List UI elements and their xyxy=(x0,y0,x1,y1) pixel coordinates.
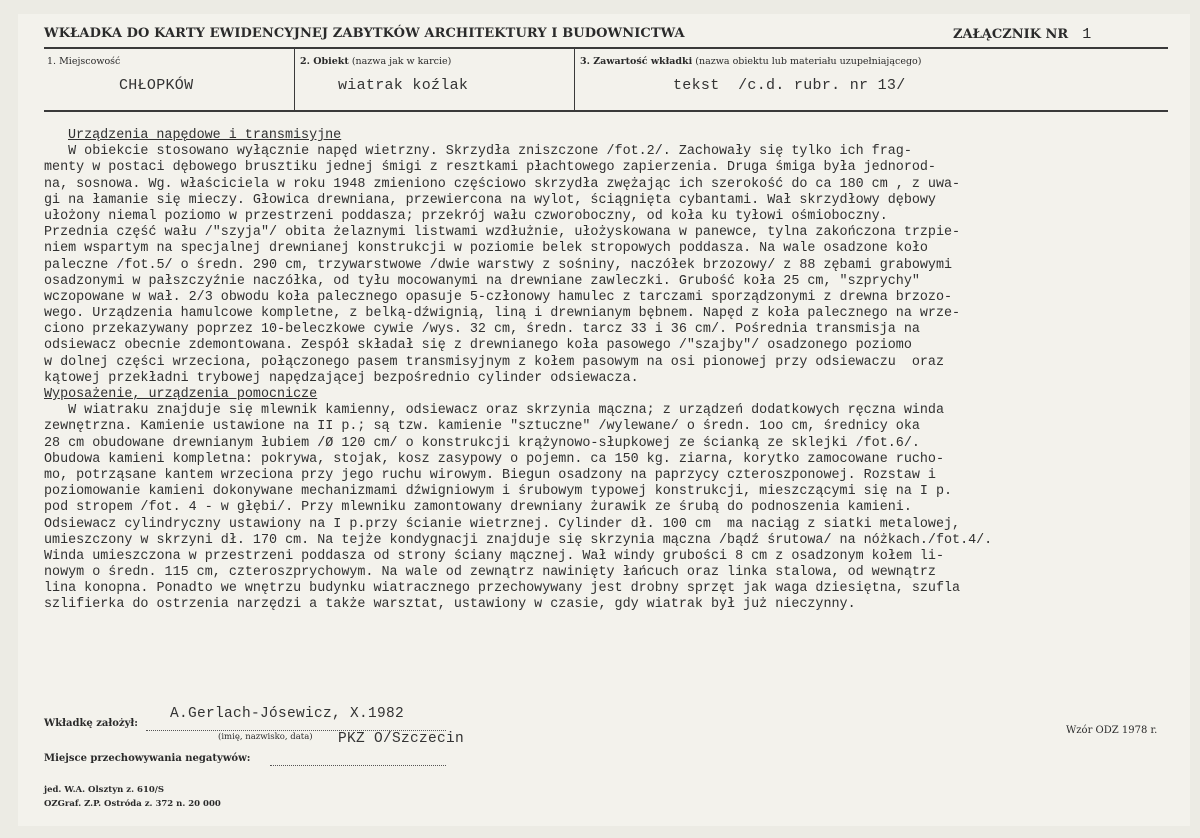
text-line: kątowej przekładni trybowej napędzającej bezpośrednio cylinder odsiewacza. xyxy=(44,370,639,386)
fields-bottom-rule xyxy=(44,110,1168,112)
attachment-number xyxy=(953,26,1091,43)
print-line-1: jed. W.A. Olsztyn z. 610/S xyxy=(44,785,165,795)
author-value: A.Gerlach-Jósewicz, X.1982 xyxy=(170,706,405,722)
text-line: W obiekcie stosowano wyłącznie napęd wietrzny. Skrzydła zniszczone /fot.2/. Zachowały się tylko ich frag- xyxy=(44,144,912,160)
negatives-dotted-line xyxy=(270,765,446,766)
text-line: W wiatraku znajduje się mlewnik kamienny, odsiewacz oraz skrzynia mączna; z urządzeń dodatkowych ręczna winda xyxy=(44,403,944,419)
text-line: niem wspartym na specjalnej drewnianej konstrukcji w poziomie belek stropowych poddasza. Na wale osadzone koło xyxy=(44,241,928,257)
text-line: Obudowa kamieni kompletna: pokrywa, stojak, kosz zasypowy o pojemn. ca 150 kg. ziarna, korytko zamocowane rucho- xyxy=(44,451,944,467)
object-value: wiatrak koźlak xyxy=(338,77,469,94)
header-rule xyxy=(44,47,1168,49)
text-line: 28 cm obudowane drewnianym łubiem /Ø 120 cm/ o konstrukcji krążynowo-słupkowej ze ścianką ze sklejki /fot.6/. xyxy=(44,435,920,451)
text-line: umieszczony w skrzyni dł. 170 cm. Na tejże kondygnacji znajduje się skrzynia mączna /bądź śrutowa/ na nóżkach./fot.4/. xyxy=(44,532,993,548)
text-line: na, sosnowa. Wg. właściciela w roku 1948 zmieniono częściowo skrzydła zwężając ich szerokość do ca 180 cm , z uwa- xyxy=(44,176,961,192)
author-label: Wkładkę założył: xyxy=(44,718,138,729)
text-line: zewnętrzna. Kamienie ustawione na II p.; są tzw. kamienie "sztuczne" /wylewane/ o średn. 1oo cm, średnicy oka xyxy=(44,419,920,435)
text-line: paleczne /fot.5/ o średn. 290 cm, trzywarstwowe /dwie warstwy z sośniny, naczółek brzozowy/ z 88 zębami grabowymi xyxy=(44,257,953,273)
text-line: Przednia część wału /"szyja"/ obita żelaznymi listwami wzdłużnie, ułożyskowana w panewce, tylna zakończona trzpie- xyxy=(44,225,961,241)
text-line: nowym o średn. 115 cm, czteroszprychowym. Na wale od zewnątrz nawinięty łańcuch oraz linka stalowa, od wewnątrz xyxy=(44,565,936,581)
attachment-number-value: 1 xyxy=(1082,26,1092,43)
form-title: WKŁADKA DO KARTY EWIDENCYJNEJ ZABYTKÓW ARCHITEKTURY I BUDOWNICTWA xyxy=(44,26,685,41)
field-divider-1 xyxy=(294,49,295,111)
locality-label: 1. Miejscowość xyxy=(47,56,121,67)
print-line-2: OZGraf. Z.P. Ostróda z. 372 n. 20 000 xyxy=(44,799,221,809)
text-line: szlifierka do ostrzenia narzędzi a także warsztat, ustawiony w czasie, gdy wiatrak był już nieczynny. xyxy=(44,597,856,613)
attachment-label: ZAŁĄCZNIK NR xyxy=(953,27,1069,42)
text-line: ciono przekazywany poprzez 10-beleczkowe cywie /wys. 32 cm, średn. tarcz 33 i 36 cm/. Pośrednia transmisja na xyxy=(44,322,920,338)
text-line: wczopowane w wał. 2/3 obwodu koła palecznego opasuje 5-członowy hamulec z tarczami sporządzonymi z drewna brzozo- xyxy=(44,289,953,305)
text-line: ułożony niemal poziomo w przestrzeni poddasza; przekrój wału czworoboczny, od koła ku tyłowi ośmioboczny. xyxy=(44,208,888,224)
text-line: poziomowanie kamieni dokonywane mechanizmami dźwigniowym i śrubowym typowej konstrukcji, mieszczącymi się na I p. xyxy=(44,484,953,500)
text-line: Odsiewacz cylindryczny ustawiony na I p.przy ścianie wietrznej. Cylinder dł. 100 cm ma naciąg z siatki metalowej, xyxy=(44,516,961,532)
negatives-label: Miejsce przechowywania negatywów: xyxy=(44,753,251,764)
text-line: Winda umieszczona w przestrzeni poddasza od strony ściany mącznej. Wał windy grubości 8 cm z osadzonym kołem li- xyxy=(44,548,944,564)
storage-value: PKZ O/Szczecin xyxy=(338,731,465,747)
body-text xyxy=(44,128,1194,614)
field-divider-2 xyxy=(574,49,575,111)
text-line: lina konopna. Ponadto we wnętrzu budynku wiatracznego przechowywany jest drobny sprzęt jak waga dziesiętna, szufla xyxy=(44,581,961,597)
text-line: w dolnej części wrzeciona, połączonego pasem transmisyjnym z kołem pasowym na osi pionowej przy odsiewaczu oraz xyxy=(44,354,944,370)
text-line: osadzonymi w pałszczyźnie naczółka, od tyłu mocowanymi na drewniane zawleczki. Grubość koła 25 cm, "szprychy" xyxy=(44,273,920,289)
text-line: menty w postaci dębowego brusztiku jednej śmigi z resztkami płachtowego zapierzenia. Druga śmiga była jednorod- xyxy=(44,160,936,176)
object-label: 2. Obiekt (nazwa jak w karcie) xyxy=(300,56,452,67)
content-label: 3. Zawartość wkładki (nazwa obiektu lub materiału uzupełniającego) xyxy=(580,56,922,67)
content-value: tekst /c.d. rubr. nr 13/ xyxy=(673,77,906,94)
text-line: pod stropem /fot. 4 - w głębi/. Przy mlewniku zamontowany drewniany żurawik ze śrubą do podnoszenia kamieni. xyxy=(44,500,912,516)
text-line: wego. Urządzenia hamulcowe kompletne, z belką-dźwignią, liną i drewnianym bębnem. Napęd z koła palecznego na wrze- xyxy=(44,306,961,322)
text-line: mo, potrząsane kantem wrzeciona przy jego ruchu wirowym. Biegun osadzony na paprzycy czteroszponowej. Rozstaw i xyxy=(44,467,936,483)
text-line: gi na łamanie się mieczy. Głowica drewniana, przewiercona na wylot, ściągnięta cybantami. Wał skrzydłowy dębowy xyxy=(44,192,936,208)
form-pattern: Wzór ODZ 1978 r. xyxy=(1066,725,1158,736)
locality-value: CHŁOPKÓW xyxy=(119,77,194,94)
author-hint: (imię, nazwisko, data) xyxy=(218,732,313,742)
section-heading-drive: Urządzenia napędowe i transmisyjne xyxy=(68,128,342,143)
text-line: odsiewacz obecnie zdemontowana. Zespół składał się z drewnianego koła pasowego /"szajby"/ osadzonego poziomo xyxy=(44,338,912,354)
section-heading-equipment: Wyposażenie, urządzenia pomocnicze xyxy=(44,387,318,402)
